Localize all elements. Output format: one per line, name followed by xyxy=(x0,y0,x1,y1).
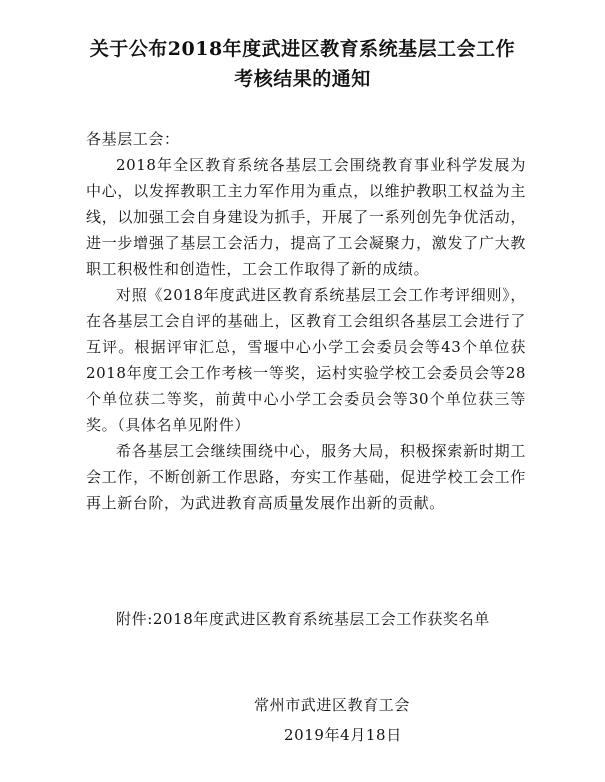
issuing-organization: 常州市武进区教育工会 xyxy=(254,696,411,714)
salutation: 各基层工会： xyxy=(86,130,180,148)
paragraph-3: 希各基层工会继续围绕中心，服务大局，积极探索新时期工会工作，不断创新工作思路，夯实工作基础，促进学校工会工作再上新台阶，为武进教育高质量发展作出新的贡献。 xyxy=(86,442,526,512)
document-body xyxy=(86,126,526,516)
title-line-1: 关于公布2018年度武进区教育系统基层工会工作 xyxy=(89,38,516,60)
issue-date: 2019年4月18日 xyxy=(284,726,402,744)
signature-block xyxy=(0,690,605,750)
paragraph-2: 对照《2018年度武进区教育系统基层工会工作考评细则》，在各基层工会自评的基础上，区教育工会组织各基层工会进行了互评。根据评审汇总，雪堰中心小学工会委员会等43个单位获2018年度工会工作考核一等奖，运村实验学校工会委员会等28个单位获二等奖，前黄中心小学工会委员会等30个单位获三等奖。（具体名单见附件） xyxy=(86,286,526,434)
document-title xyxy=(0,34,605,94)
paragraph-1: 2018年全区教育系统各基层工会围绕教育事业科学发展为中心，以发挥教职工主力军作用为重点，以维护教职工权益为主线，以加强工会自身建设为抓手，开展了一系列创先争优活动，进一步增强了基层工会活力，提高了工会凝聚力，激发了广大教职工积极性和创造性，工会工作取得了新的成绩。 xyxy=(86,156,526,278)
title-line-2: 考核结果的通知 xyxy=(234,68,371,90)
attachment-note: 附件:2018年度武进区教育系统基层工会工作获奖名单 xyxy=(116,610,490,628)
